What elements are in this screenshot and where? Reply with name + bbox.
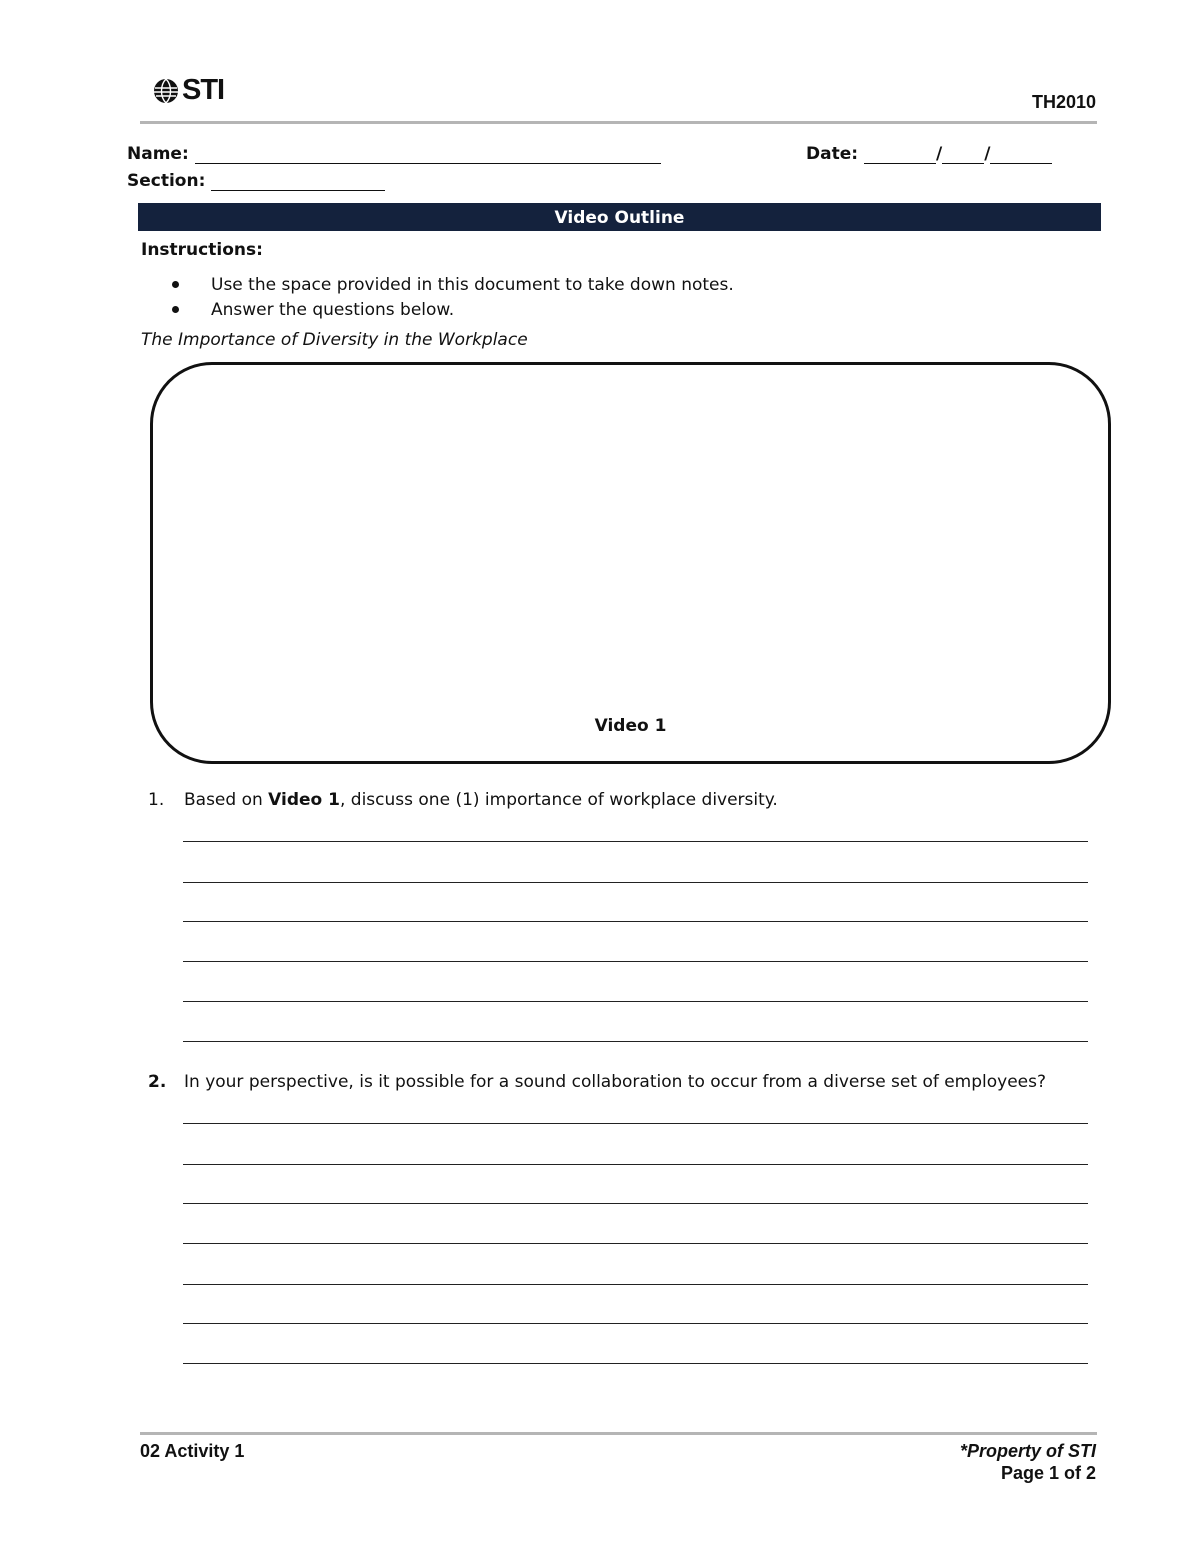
video-subtitle: The Importance of Diversity in the Workplace (141, 330, 528, 350)
list-item: Use the space provided in this document to take down notes. (172, 272, 734, 297)
header-divider (140, 121, 1097, 124)
question-text: Based on Video 1, discuss one (1) importance of workplace diversity. (184, 790, 778, 810)
list-item: Answer the questions below. (172, 297, 734, 322)
video-label: Video 1 (594, 716, 667, 736)
date-day-line[interactable] (942, 147, 984, 164)
date-label: Date: (806, 144, 859, 164)
sti-logo (152, 76, 224, 105)
globe-icon (152, 77, 180, 105)
activity-label: 02 Activity 1 (140, 1441, 245, 1461)
answer-line[interactable] (183, 1001, 1088, 1002)
logo-text: STI (182, 74, 225, 106)
answer-line[interactable] (183, 1363, 1088, 1364)
question-number: 2. (148, 1072, 167, 1092)
footer-divider (140, 1432, 1097, 1435)
video-frame[interactable] (150, 362, 1111, 764)
section-field (127, 171, 385, 191)
video-outline-banner: Video Outline (138, 203, 1101, 231)
answer-line[interactable] (183, 1284, 1088, 1285)
name-field (127, 144, 661, 164)
answer-line[interactable] (183, 1164, 1088, 1165)
question-number: 1. (148, 790, 165, 810)
date-year-line[interactable] (990, 147, 1052, 164)
question-1 (148, 790, 778, 810)
answer-line[interactable] (183, 841, 1088, 842)
document-code: TH2010 (1031, 92, 1096, 112)
instructions-list (172, 272, 734, 322)
section-input-line[interactable] (211, 174, 385, 191)
answer-line[interactable] (183, 1323, 1088, 1324)
section-label: Section: (127, 171, 206, 191)
name-label: Name: (127, 144, 189, 164)
answer-line[interactable] (183, 1123, 1088, 1124)
name-input-line[interactable] (195, 147, 661, 164)
answer-line[interactable] (183, 961, 1088, 962)
date-separator: / (936, 144, 943, 164)
bullet-icon (172, 281, 179, 288)
question-2 (148, 1072, 1046, 1092)
date-field (806, 144, 1052, 164)
answer-line[interactable] (183, 921, 1088, 922)
question-text: In your perspective, is it possible for a sound collaboration to occur from a diverse set of employees? (184, 1072, 1047, 1092)
footer-info (960, 1440, 1096, 1484)
date-month-line[interactable] (864, 147, 936, 164)
answer-line[interactable] (183, 882, 1088, 883)
answer-line[interactable] (183, 1243, 1088, 1244)
date-input-line[interactable] (864, 144, 1052, 164)
date-separator: / (984, 144, 991, 164)
property-notice: *Property of STI (959, 1441, 1096, 1461)
answer-line[interactable] (183, 1203, 1088, 1204)
bullet-icon (172, 306, 179, 313)
instructions-title: Instructions: (141, 240, 263, 260)
answer-line[interactable] (183, 1041, 1088, 1042)
page-number: Page 1 of 2 (1000, 1463, 1096, 1483)
